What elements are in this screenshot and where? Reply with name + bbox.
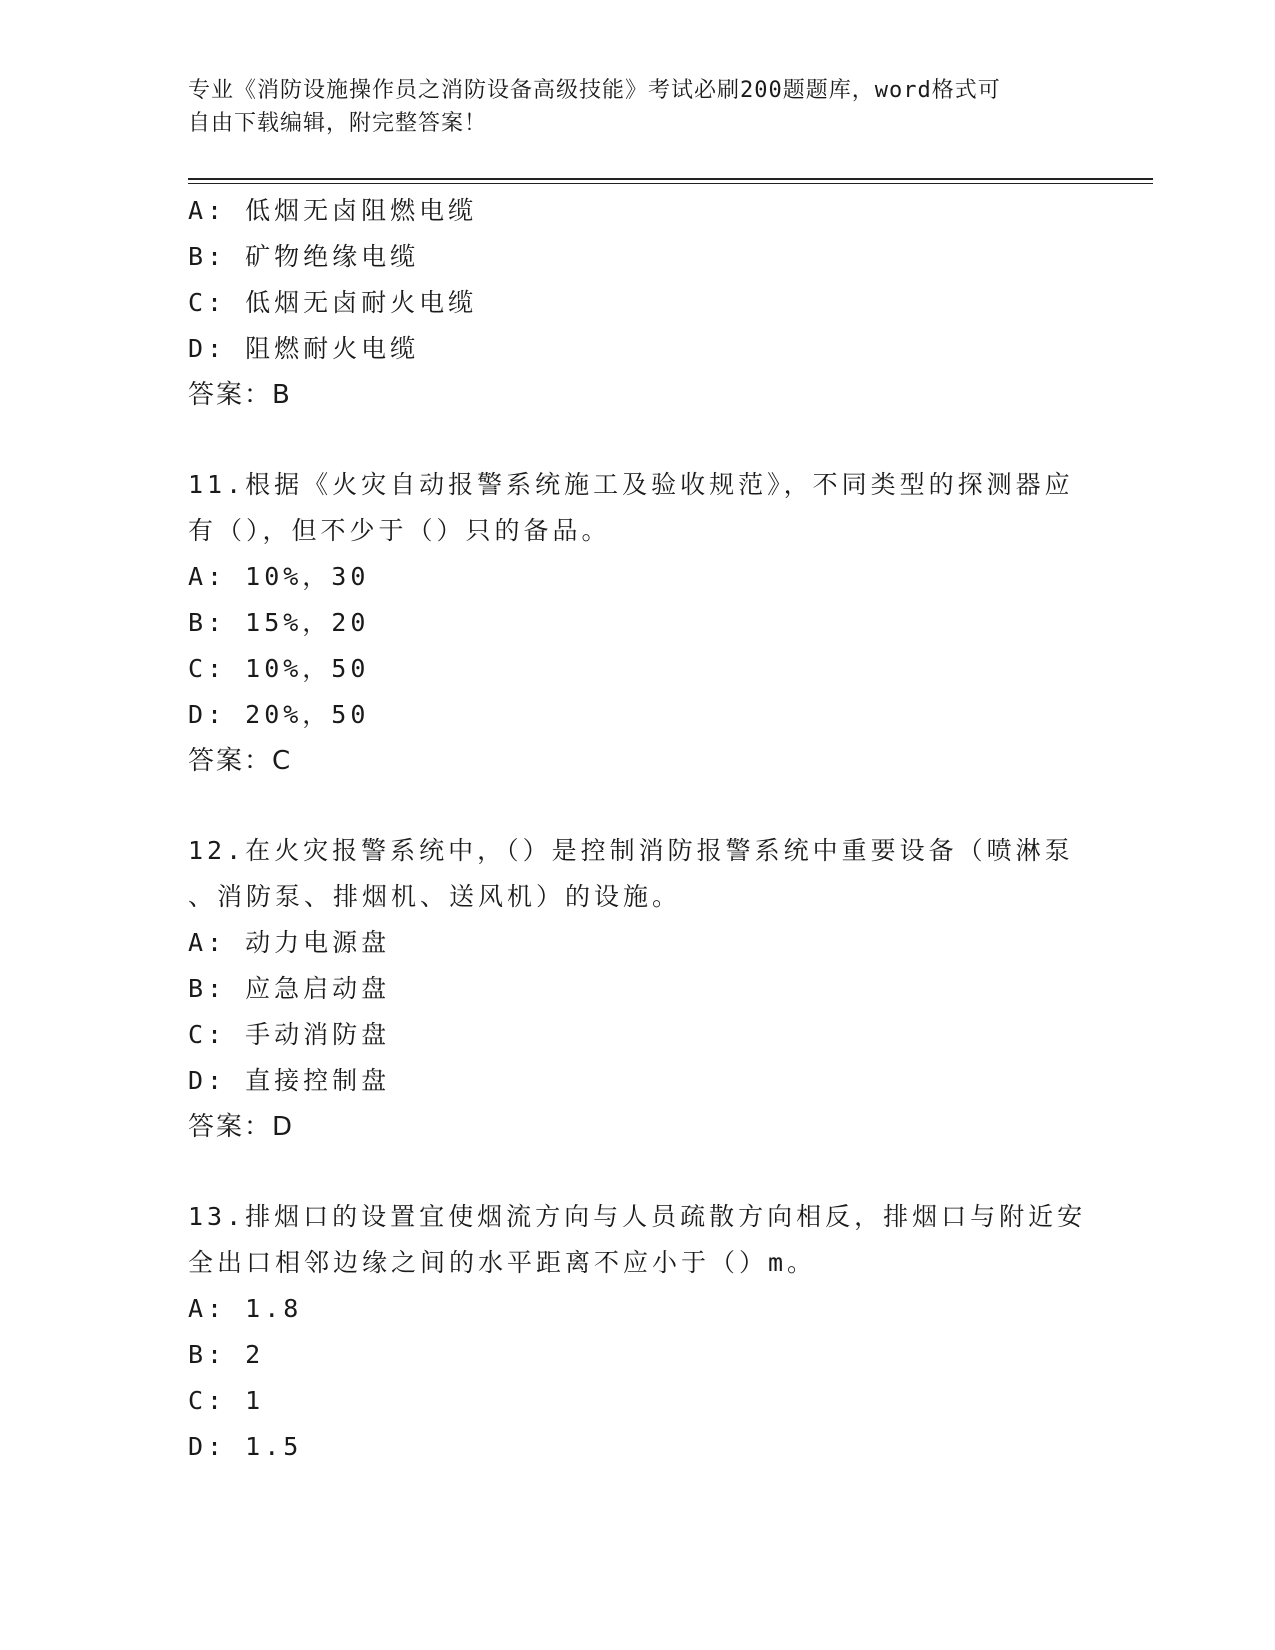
- option-a: A: 10%，30: [188, 562, 370, 591]
- question-stem-line-1: 12.在火灾报警系统中，（）是控制消防报警系统中重要设备（喷淋泵: [188, 836, 1074, 865]
- answer: 答案：C: [188, 746, 293, 776]
- option-b: B: 15%，20: [188, 608, 370, 637]
- question-11: [188, 462, 1088, 784]
- question-list: [188, 188, 1088, 1470]
- option-a: A: 低烟无卤阻燃电缆: [188, 196, 478, 225]
- option-c: C: 10%，50: [188, 654, 370, 683]
- option-a: A: 1.8: [188, 1294, 303, 1323]
- option-b: B: 2: [188, 1340, 265, 1369]
- option-c: C: 1: [188, 1386, 265, 1415]
- option-d: D: 直接控制盘: [188, 1066, 391, 1095]
- option-d: D: 阻燃耐火电缆: [188, 334, 420, 363]
- question-stem-line-2: 全出口相邻边缘之间的水平距离不应小于（）m。: [188, 1248, 817, 1277]
- question-12: [188, 828, 1088, 1150]
- option-d: D: 20%，50: [188, 700, 370, 729]
- option-b: B: 矿物绝缘电缆: [188, 242, 420, 271]
- header-divider-thin: [188, 183, 1153, 184]
- question-13: [188, 1194, 1088, 1470]
- document-header: [188, 74, 1068, 140]
- question-stem-line-1: 13.排烟口的设置宜使烟流方向与人员疏散方向相反，排烟口与附近安: [188, 1202, 1087, 1231]
- option-a: A: 动力电源盘: [188, 928, 391, 957]
- option-d: D: 1.5: [188, 1432, 303, 1461]
- answer: 答案：D: [188, 1112, 295, 1142]
- header-line-2: 自由下载编辑，附完整答案！: [188, 111, 488, 136]
- option-b: B: 应急启动盘: [188, 974, 391, 1003]
- question-10-continued: [188, 188, 1088, 418]
- header-line-1: 专业《消防设施操作员之消防设备高级技能》考试必刷200题题库，word格式可: [188, 78, 1001, 103]
- option-c: C: 低烟无卤耐火电缆: [188, 288, 478, 317]
- option-c: C: 手动消防盘: [188, 1020, 391, 1049]
- header-divider-thick: [188, 178, 1153, 180]
- question-stem-line-2: 有（），但不少于（）只的备品。: [188, 516, 611, 545]
- answer: 答案：B: [188, 380, 292, 410]
- question-stem-line-2: 、消防泵、排烟机、送风机）的设施。: [188, 882, 682, 911]
- question-stem-line-1: 11.根据《火灾自动报警系统施工及验收规范》，不同类型的探测器应: [188, 470, 1074, 499]
